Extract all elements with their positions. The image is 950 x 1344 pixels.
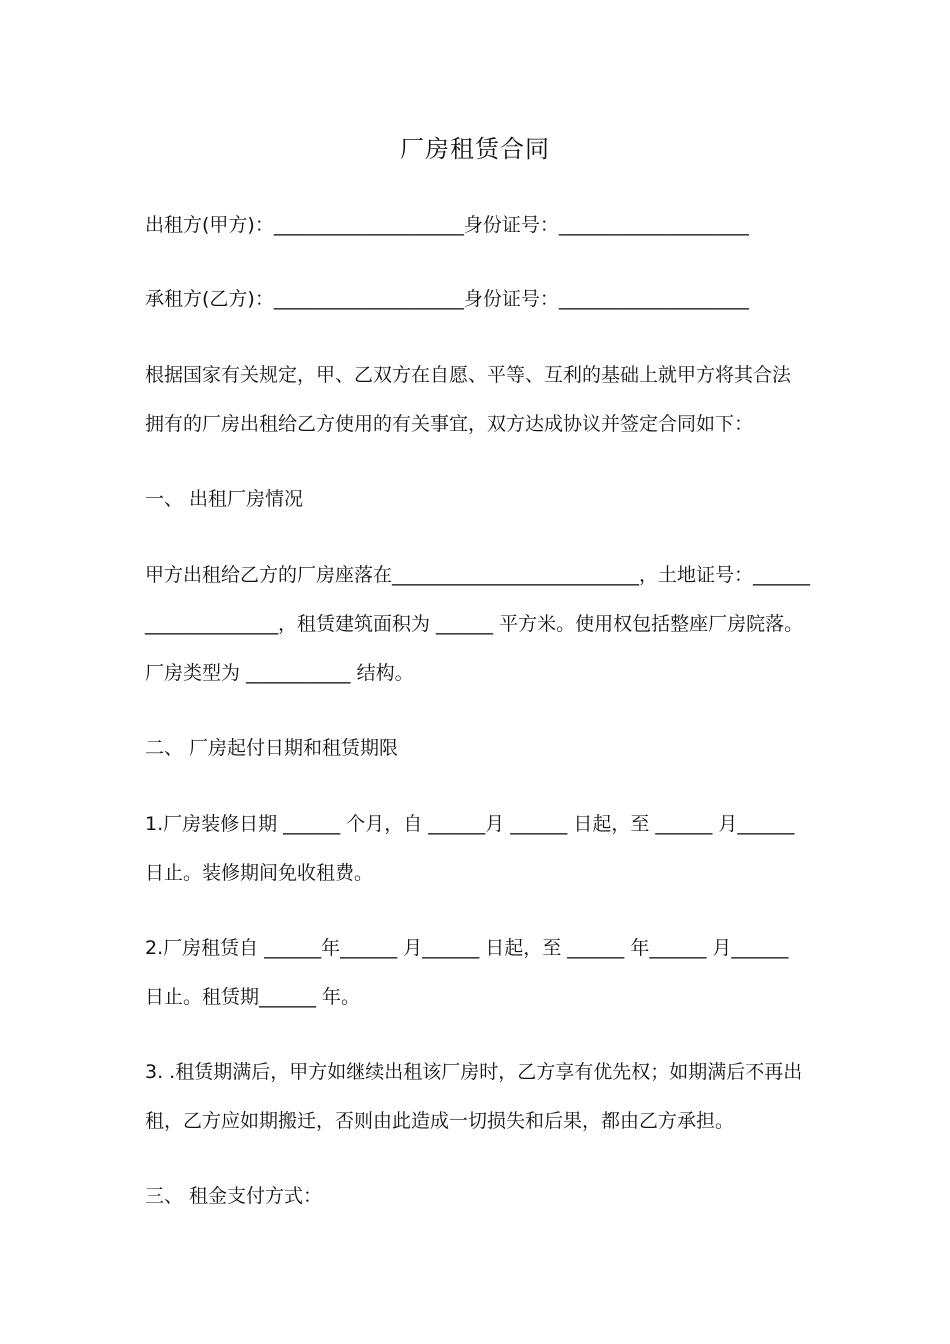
section-2-heading: 二、 厂房起付日期和租赁期限: [145, 737, 399, 759]
preamble-line-1: 根据国家有关规定，甲、乙双方在自愿、平等、互利的基础上就甲方将其合法: [145, 364, 792, 386]
section-1-line-1: 甲方出租给乙方的厂房座落在__________________________，土地证号：______: [145, 564, 811, 586]
lessor-line: 出租方(甲方)：____________________身份证号：____________________: [145, 214, 749, 236]
section-1-line-2: ______________，租赁建筑面积为 ______ 平方米。使用权包括整座厂房院落。: [145, 613, 804, 635]
preamble-line-2: 拥有的厂房出租给乙方使用的有关事宜，双方达成协议并签定合同如下：: [145, 413, 754, 435]
section-3-heading: 三、 租金支付方式：: [145, 1185, 323, 1207]
page-title: 厂房租赁合同: [400, 135, 550, 163]
lessee-line: 承租方(乙方)：____________________身份证号：____________________: [145, 288, 749, 310]
clause-2-1-line-2: 日止。装修期间免收租费。: [145, 862, 374, 884]
clause-2-3-line-1: 3. .租赁期满后，甲方如继续出租该厂房时，乙方享有优先权；如期满后不再出: [145, 1061, 803, 1083]
clause-2-2-line-1: 2.厂房租赁自 ______年______ 月______ 日起，至 ______ 年______ 月______: [145, 937, 789, 959]
section-1-line-3: 厂房类型为 ___________ 结构。: [145, 662, 414, 684]
section-1-heading: 一、 出租厂房情况: [145, 488, 304, 510]
clause-2-1-line-1: 1.厂房装修日期 ______ 个月，自 ______月 ______ 日起，至 ______ 月______: [145, 813, 795, 835]
clause-2-2-line-2: 日止。租赁期______ 年。: [145, 986, 361, 1008]
clause-2-3-line-2: 租，乙方应如期搬迁，否则由此造成一切损失和后果，都由乙方承担。: [145, 1110, 735, 1132]
